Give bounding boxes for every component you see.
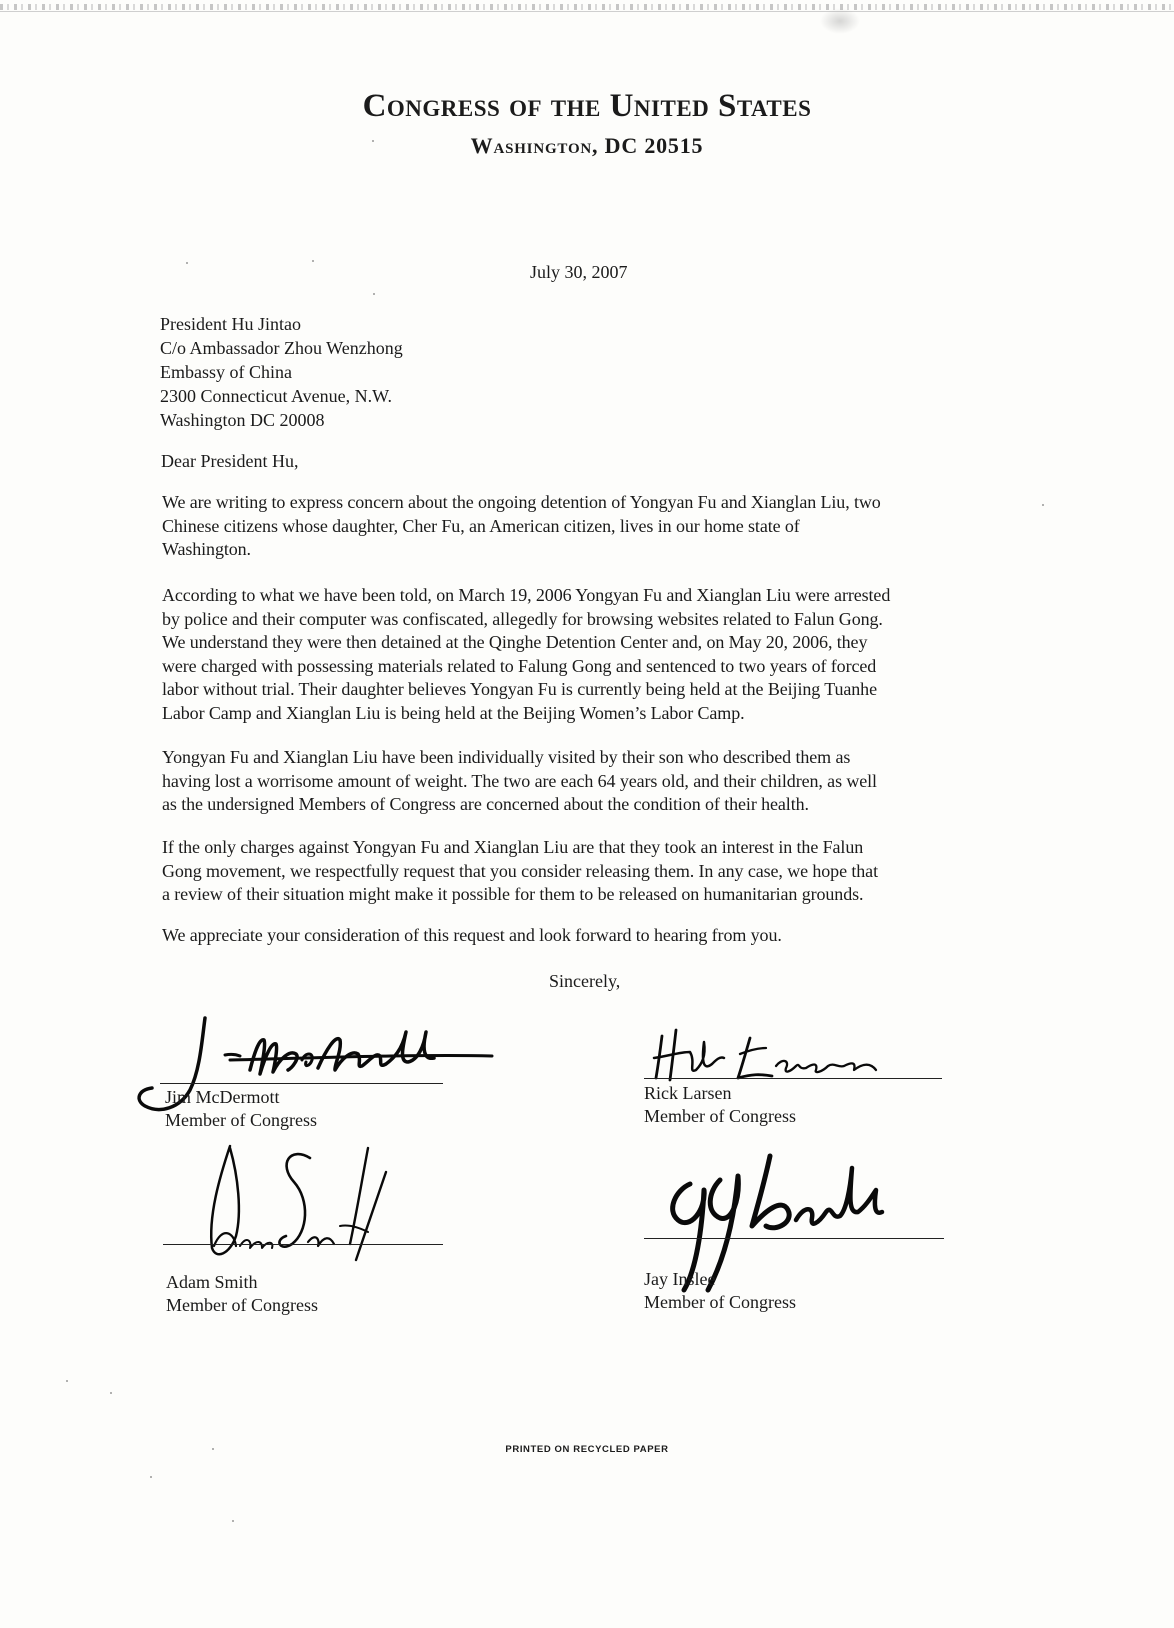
paragraph-line: a review of their situation might make it possible for them to be released on humanitarian grounds. [162,884,864,904]
letterhead-address: Washington, DC 20515 [470,133,704,158]
paragraph-line: having lost a worrisome amount of weight. The two are each 64 years old, and their children, as well [162,770,877,791]
body-paragraph [162,746,1022,817]
paragraph-line: by police and their computer was confiscated, allegedly for browsing websites related to Falun Gong. [162,608,883,629]
signatory-name: Rick Larsen [644,1083,732,1103]
signature-line [160,1083,443,1084]
body-paragraph [162,491,1022,562]
paragraph-line: Labor Camp and Xianglan Liu is being held at the Beijing Women’s Labor Camp. [162,702,745,723]
speck [110,1392,112,1394]
signatory-block [644,1082,796,1128]
recipient-line: 2300 Connecticut Avenue, N.W. [160,386,392,406]
signatory-block [165,1086,317,1132]
recipient-line: Washington DC 20008 [160,410,325,430]
speck [312,260,314,262]
signatory-block [644,1268,796,1314]
signatory-block [166,1271,318,1317]
paragraph-line: as the undersigned Members of Congress are concerned about the condition of their health. [162,794,809,814]
paragraph-line: We understand they were then detained at the Qinghe Detention Center and, on May 20, 2006, they [162,632,868,652]
signature-line [644,1078,942,1079]
recipient-address [160,312,403,432]
recipient-line: Embassy of China [160,362,292,382]
signatory-title: Member of Congress [165,1110,317,1130]
paragraph-line: labor without trial. Their daughter believes Yongyan Fu is currently being held at the Beijing Tuanhe [162,679,877,699]
speck [186,262,188,264]
speck [373,293,375,295]
recycled-paper-footer: PRINTED ON RECYCLED PAPER [505,1444,669,1455]
recipient-line: President Hu Jintao [160,314,301,334]
signature-line [644,1238,944,1239]
letter-date: July 30, 2007 [530,262,628,282]
speck [232,1520,234,1522]
paragraph-line: We are writing to express concern about the ongoing detention of Yongyan Fu and Xianglan Liu, two [162,492,881,512]
signature-smith [190,1136,420,1266]
signatory-name: Jay Inslee [644,1269,716,1289]
signatory-title: Member of Congress [166,1295,318,1315]
closing: Sincerely, [549,971,621,991]
recipient-line: C/o Ambassador Zhou Wenzhong [160,338,403,358]
letterhead-title: Congress of the United States [362,88,812,124]
scan-edge-line [0,11,1174,12]
body-paragraph [162,584,1022,725]
paragraph-line: According to what we have been told, on March 19, 2006 Yongyan Fu and Xianglan Liu were arrested [162,585,891,605]
signatory-title: Member of Congress [644,1106,796,1126]
paragraph-line: Gong movement, we respectfully request that you consider releasing them. In any case, we hope that [162,860,878,881]
speck [1042,504,1044,506]
scan-edge-artifact [0,4,1174,10]
body-paragraph [162,836,1022,907]
paragraph-line: We appreciate your consideration of this request and look forward to hearing from you. [162,925,782,945]
signatory-name: Jim McDermott [165,1087,280,1107]
salutation: Dear President Hu, [161,451,299,471]
paragraph-line: Washington. [162,539,251,559]
paragraph-line: were charged with possessing materials related to Falung Gong and sentenced to two years of forced [162,655,877,676]
speck [150,1476,152,1478]
signatory-name: Adam Smith [166,1272,258,1292]
signatory-title: Member of Congress [644,1292,796,1312]
body-paragraph [162,924,1022,948]
scan-smudge [820,8,860,34]
paragraph-line: If the only charges against Yongyan Fu and Xianglan Liu are that they took an interest in the Falun [162,837,864,857]
paragraph-line: Yongyan Fu and Xianglan Liu have been individually visited by their son who described them as [162,747,851,767]
signature-line [163,1244,443,1245]
speck [66,1380,68,1382]
paragraph-line: Chinese citizens whose daughter, Cher Fu, an American citizen, lives in our home state of [162,515,800,536]
